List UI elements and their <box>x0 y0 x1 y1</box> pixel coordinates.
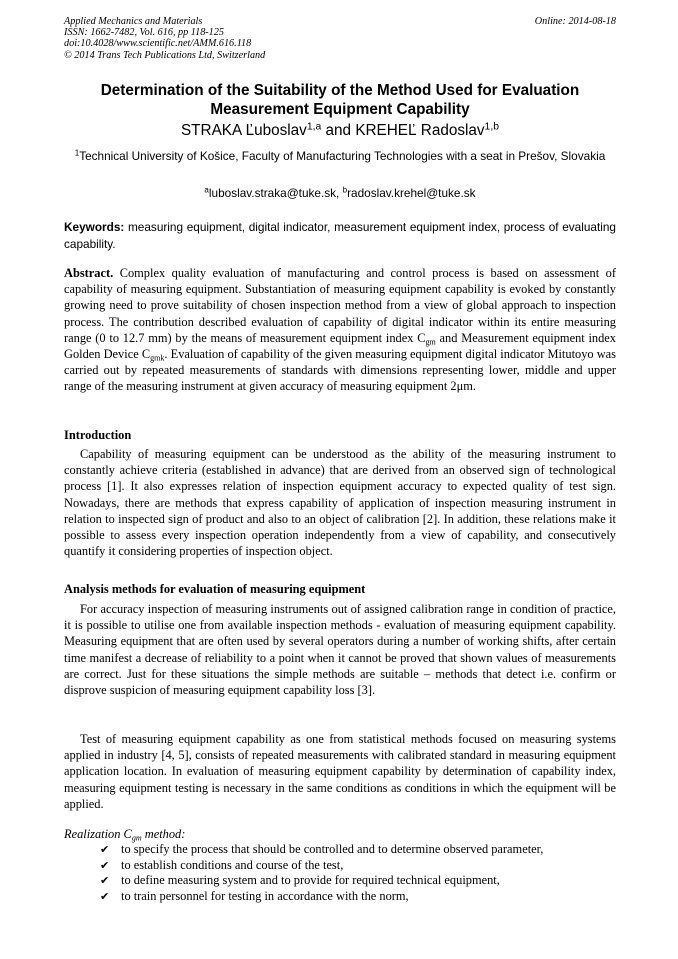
journal-copyright: © 2014 Trans Tech Publications Ltd, Switzerland <box>64 49 266 61</box>
list-item-text: to train personnel for testing in accordance with the norm, <box>121 888 409 903</box>
realization-heading-prefix: Realization C <box>64 827 132 841</box>
check-icon: ✔ <box>100 843 110 856</box>
email-b-link[interactable]: radoslav.krehel@tuke.sk <box>347 186 476 200</box>
analysis-paragraph-1: For accuracy inspection of measuring instruments out of assigned calibration range in condition of practice, it is possible to utilise one from available inspection methods - evaluation of measuring equipment capability. Measuring equipment that are often used by several operators during a number of working shifts, after certain time manifest a decrease of reliability to a point when it cannot be proved that shown values of measurements are correct. Just for these situations the simple methods are suitable – methods that detect i.e. confirm or disprove suspicion of measuring equipment capability loss [3]. <box>64 602 616 698</box>
author-2-name: KREHEĽ Radoslav <box>355 122 485 139</box>
affiliation-marker: 1 <box>74 148 80 158</box>
check-icon: ✔ <box>100 858 110 872</box>
abstract-text-2: and Measurement equipment index Golden Device C <box>64 330 617 362</box>
abstract-text-3: . Evaluation of capability of the given measuring equipment digital indicator Mitutoyo was carried out by repeated measurements of standards with dimensions representing lower, middle and upper range of the measuring instrument at given accuracy of measuring equipment 2μm. <box>64 347 616 394</box>
journal-header <box>64 16 616 61</box>
analysis-paragraph-2: Test of measuring equipment capability as one from statistical methods focused on measuring systems applied in industry [4, 5], consists of repeated measurements with calibrated standard in measuring equipment application location. In evaluation of measuring equipment capability by determination of capability index, measuring equipment testing is necessary in the same conditions as conditions in which the equipment will be applied. <box>64 732 616 811</box>
paper-title <box>64 81 616 119</box>
list-item <box>100 842 616 858</box>
list-item-text: to establish conditions and course of the test, <box>121 857 344 872</box>
paper-title-line-1: Determination of the Suitability of the Method Used for Evaluation <box>100 82 580 99</box>
realization-heading-suffix: method: <box>141 827 186 841</box>
keywords <box>64 219 616 252</box>
affiliation <box>64 148 616 164</box>
journal-issn: ISSN: 1662-7482, Vol. 616, pp 118-125 <box>64 27 224 39</box>
list-item <box>100 858 616 874</box>
online-date: Online: 2014-08-18 <box>534 16 616 27</box>
check-icon: ✔ <box>100 874 110 888</box>
list-item-text: to define measuring system and to provide for required technical equipment, <box>121 873 500 888</box>
author-conjunction: and <box>321 122 356 139</box>
introduction-heading: Introduction <box>64 428 132 442</box>
realization-heading <box>64 826 616 842</box>
abstract <box>64 265 616 395</box>
list-item-text: to specify the process that should be controlled and to determine observed parameter, <box>121 842 544 856</box>
paper-title-line-2: Measurement Equipment Capability <box>210 101 470 118</box>
email-a-link[interactable]: luboslav.straka@tuke.sk, <box>208 186 343 200</box>
journal-doi: doi:10.4028/www.scientific.net/AMM.616.118 <box>64 38 252 50</box>
list-item <box>100 889 616 905</box>
abstract-text-1: Complex quality evaluation of manufacturing and control process is based on assessment of capability of measuring equipment. Substantiation of measuring equipment capability is evoked by constantly growing need to prove suitability of chosen inspection method from a view of global approach to inspection process. The contribution described evaluation of capability of digital indicator within its entire measuring range (0 to 12.7 mm) by the means of measurement equipment index C <box>64 266 616 345</box>
analysis-heading: Analysis methods for evaluation of measuring equipment <box>64 582 366 596</box>
abstract-subscript-gmk: gmk <box>150 353 165 363</box>
abstract-subscript-gm: gm <box>425 337 436 347</box>
journal-name: Applied Mechanics and Materials <box>64 16 203 27</box>
realization-heading-subscript: gm <box>131 833 142 843</box>
author-list <box>64 122 616 140</box>
check-icon: ✔ <box>100 889 110 903</box>
keywords-label: Keywords: <box>64 220 125 234</box>
author-1-marker: 1,a <box>306 121 322 133</box>
introduction-paragraph: Capability of measuring equipment can be understood as the ability of the measuring instrument to constantly achieve criteria (established in advance) that are derived from an observed sign of technological process [1]. It also expresses relation of inspection equipment accuracy to expected quality of test sign. Nowadays, there are methods that express capability of application of inspection measuring instrument in relation to inspected sign of product and also to an object of calibration [2]. In addition, these relations make it possible to assess every inspection operation independently from a view of capability, and consecutively quantify it considering properties of inspection object. <box>64 447 616 559</box>
author-1-name: STRAKA Ľuboslav <box>180 122 307 139</box>
email-b-marker: b <box>342 185 348 195</box>
keywords-text: measuring equipment, digital indicator, measurement equipment index, process of evaluating capability. <box>64 220 616 251</box>
email-a-marker: a <box>204 185 209 195</box>
abstract-label: Abstract. <box>64 266 114 280</box>
author-2-marker: 1,b <box>484 121 499 133</box>
affiliation-text: Technical University of Košice, Faculty of Manufacturing Technologies with a seat in Prešov, Slovakia <box>79 149 606 163</box>
author-emails <box>64 185 616 201</box>
list-item <box>100 873 616 889</box>
realization-steps-list <box>100 842 616 904</box>
